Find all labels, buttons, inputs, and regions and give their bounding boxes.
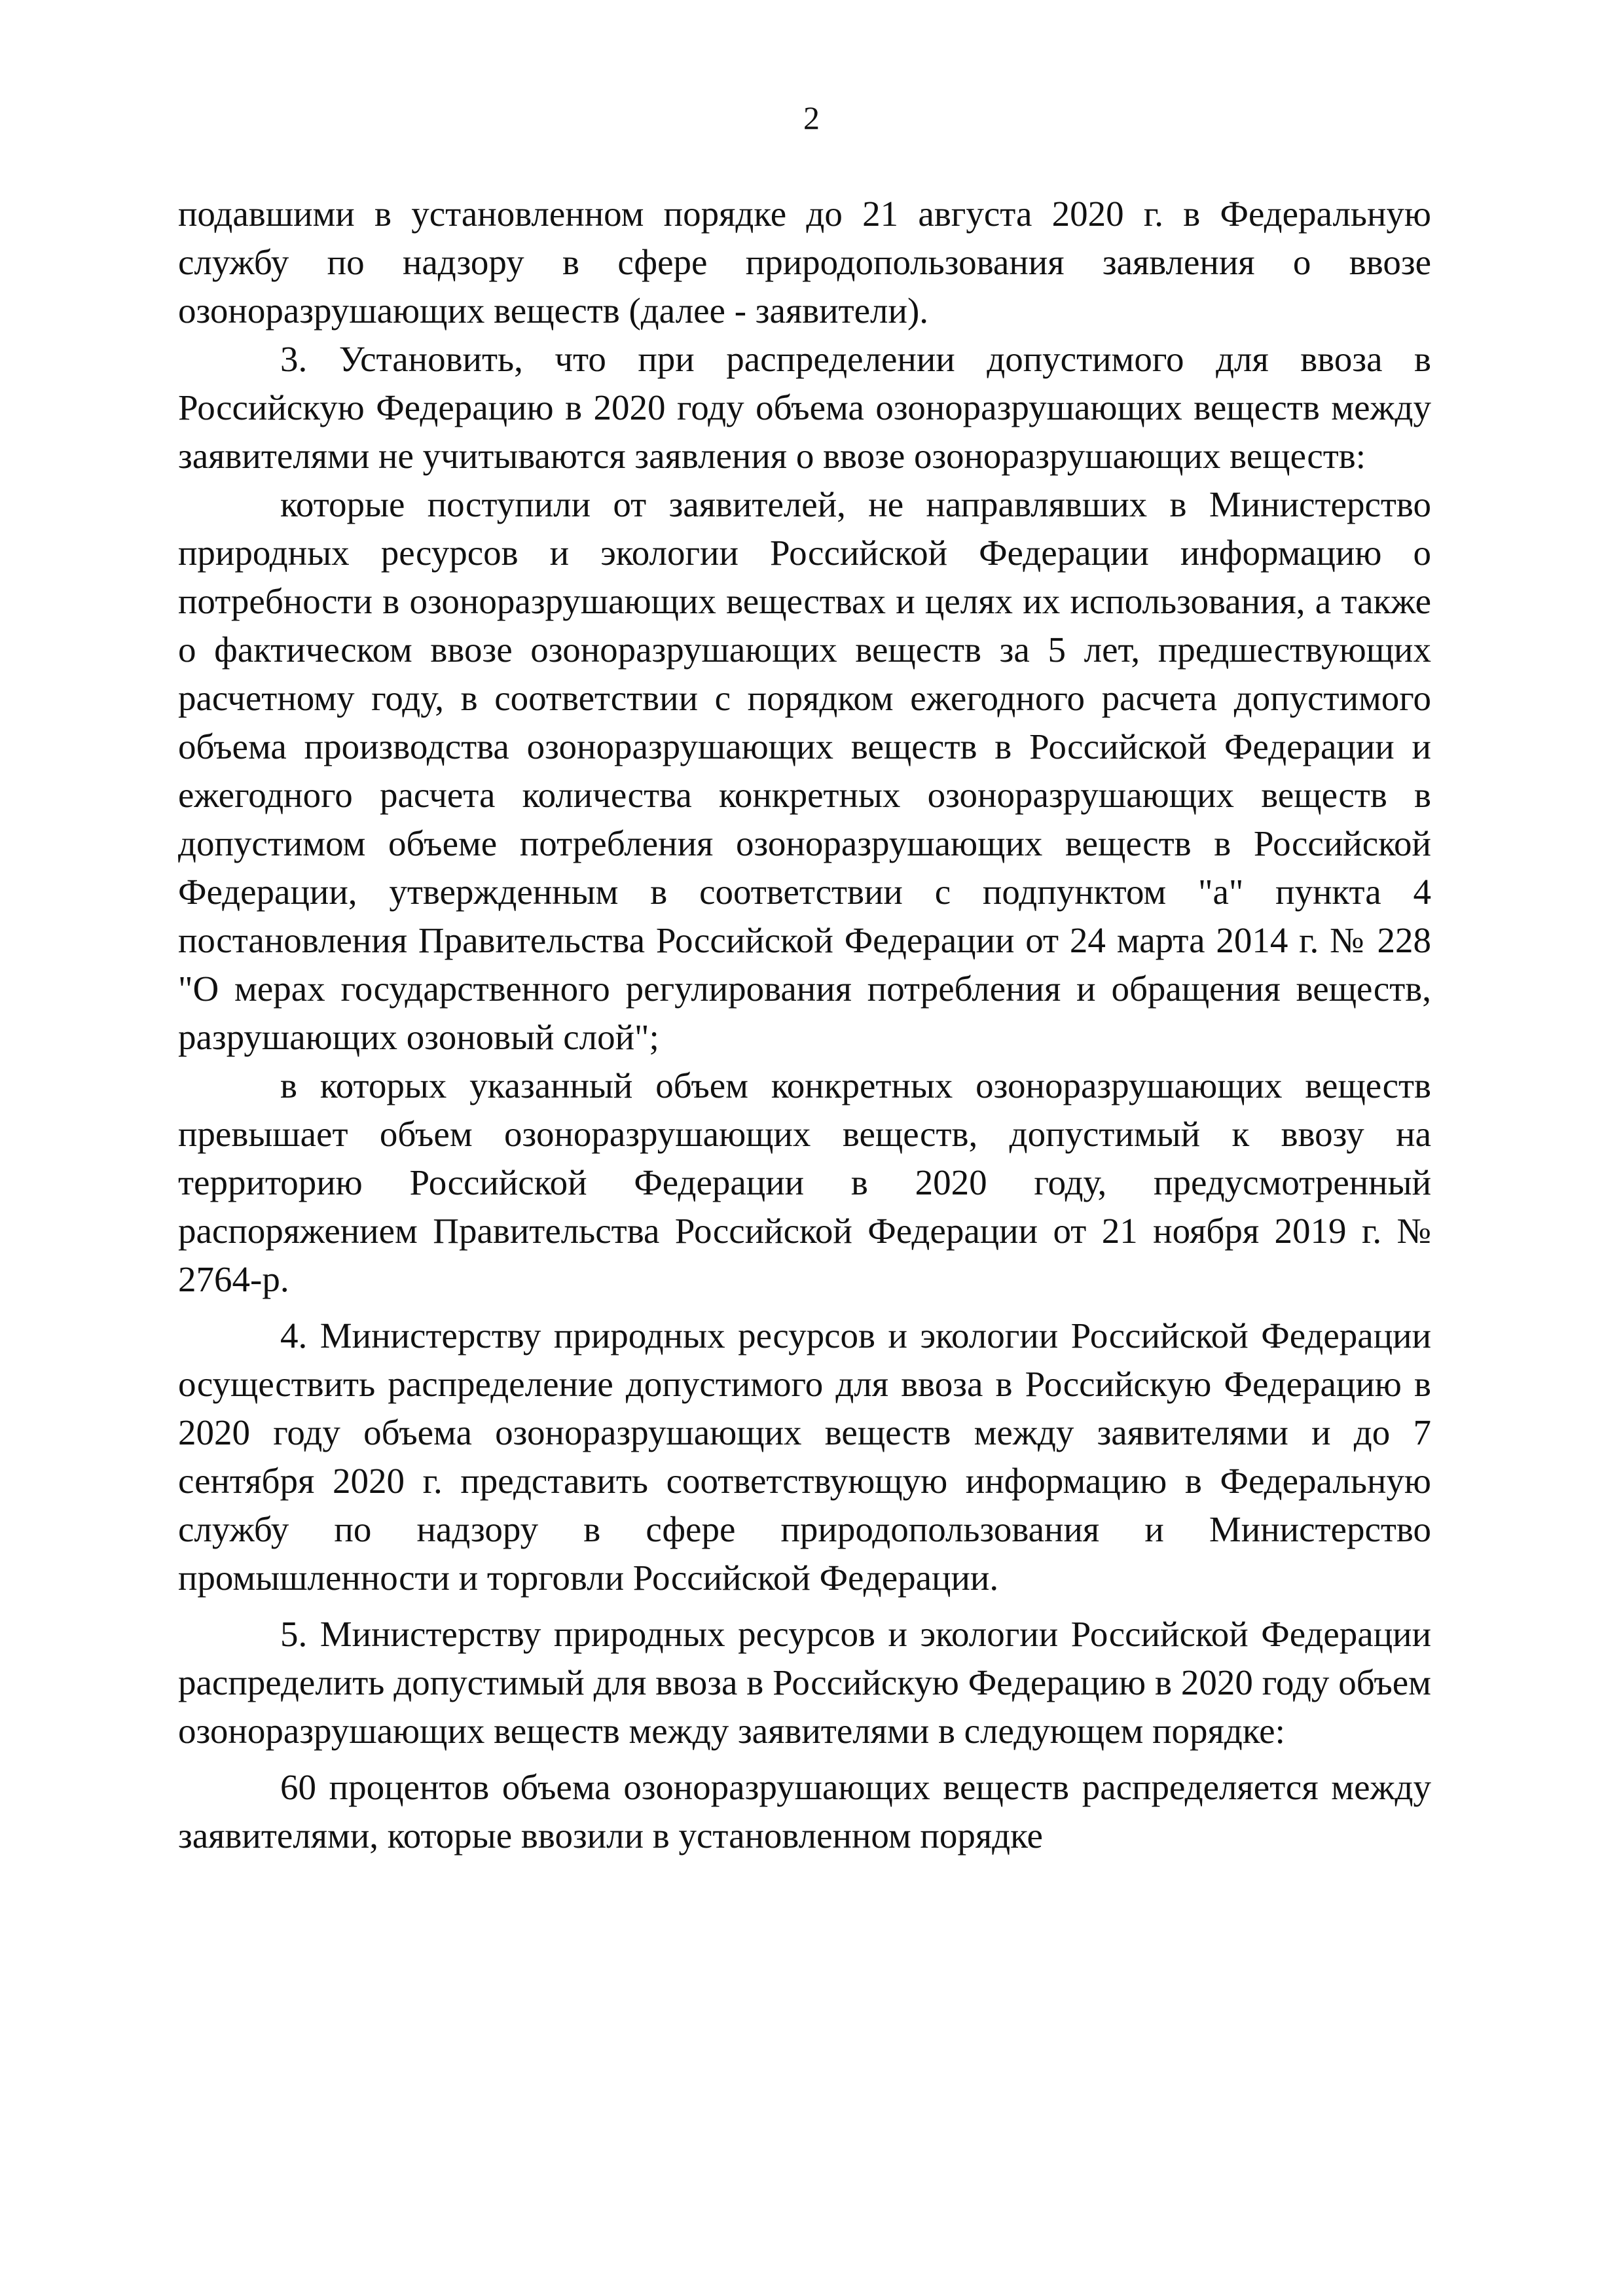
document-body (178, 190, 1431, 1860)
paragraph-continuation: подавшими в установленном порядке до 21 августа 2020 г. в Федеральную службу по надзору в сфере природопользования заявления о ввозе озоноразрушающих веществ (далее - заявители). (178, 194, 1431, 331)
paragraph-item-5: 5. Министерству природных ресурсов и экологии Российской Федерации распределить допустимый для ввоза в Российскую Федерацию в 2020 году объем озоноразрушающих веществ между заявителями в следующем порядке: (178, 1614, 1431, 1751)
paragraph-item-3-subclause-2: в которых указанный объем конкретных озоноразрушающих веществ превышает объем озоноразрушающих веществ, допустимый к ввозу на территорию Российской Федерации в 2020 году, предусмотренный распоряжением Правительства Российской Федерации от 21 ноября 2019 г. № 2764-р. (178, 1066, 1431, 1299)
paragraph-item-5-subclause-1: 60 процентов объема озоноразрушающих веществ распределяется между заявителями, которые ввозили в установленном порядке (178, 1767, 1431, 1856)
paragraph-item-3-subclause-1: которые поступили от заявителей, не направлявших в Министерство природных ресурсов и экологии Российской Федерации информацию о потребности в озоноразрушающих веществах и целях их использования, а также о фактическом ввозе озоноразрушающих веществ за 5 лет, предшествующих расчетному году, в соответствии с порядком ежегодного расчета допустимого объема производства озоноразрушающих веществ в Российской Федерации и ежегодного расчета количества конкретных озоноразрушающих веществ в допустимом объеме потребления озоноразрушающих веществ в Российской Федерации, утвержденным в соответствии с подпунктом "а" пункта 4 постановления Правительства Российской Федерации от 24 марта 2014 г. № 228 "О мерах государственного регулирования потребления и обращения веществ, разрушающих озоновый слой"; (178, 484, 1431, 1057)
paragraph-item-4: 4. Министерству природных ресурсов и экологии Российской Федерации осуществить распределение допустимого для ввоза в Российскую Федерацию в 2020 году объема озоноразрушающих веществ между заявителями и до 7 сентября 2020 г. представить соответствующую информацию в Федеральную службу по надзору в сфере природопользования и Министерство промышленности и торговли Российской Федерации. (178, 1316, 1431, 1598)
page-number: 2 (803, 99, 820, 136)
paragraph-item-3: 3. Установить, что при распределении допустимого для ввоза в Российскую Федерацию в 2020 году объема озоноразрушающих веществ между заявителями не учитываются заявления о ввозе озоноразрушающих веществ: (178, 339, 1431, 476)
